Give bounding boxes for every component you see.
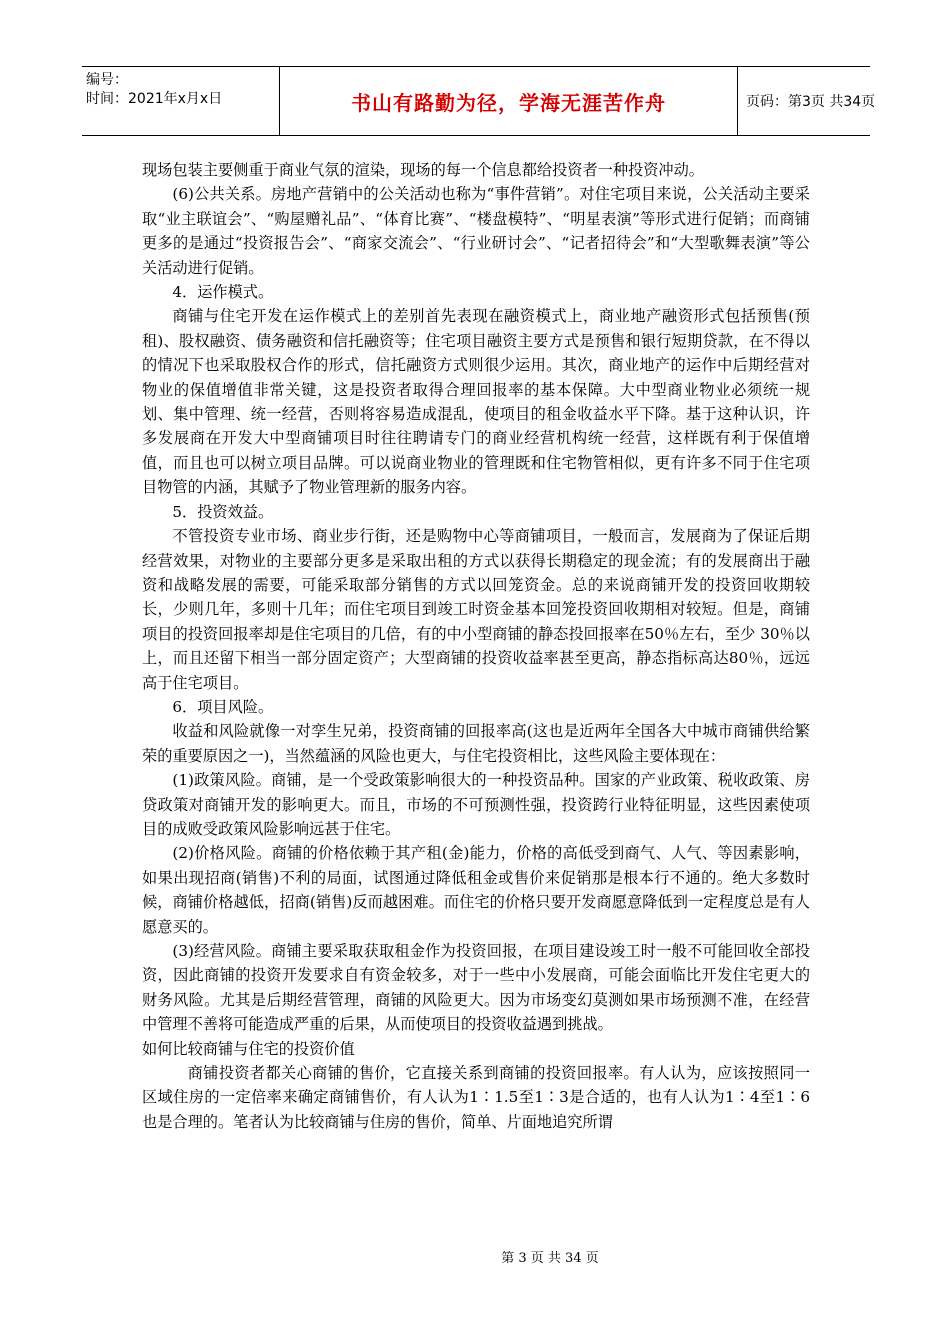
paragraph: 现场包装主要侧重于商业气氛的渲染，现场的每一个信息都给投资者一种投资冲动。 (142, 161, 704, 179)
page-header (82, 66, 876, 136)
section-heading: 5．投资效益。 (172, 502, 274, 521)
paragraph: (1)政策风险。商铺，是一个受政策影响很大的一种投资品种。国家的产业政策、税收政策、房贷政策对商铺开发的影响更大。而且，市场的不可预测性强，投资跨行业特征明显，这些因素使项目的成败受政策风险影响远甚于住宅。 (142, 771, 810, 838)
section-heading: 6．项目风险。 (172, 697, 274, 716)
time-label: 时间：2021年x月x日 (86, 91, 223, 107)
paragraph: 不管投资专业市场、商业步行街，还是购物中心等商铺项目，一般而言，发展商为了保证后期经营效果，对物业的主要部分更多是采取出租的方式以获得长期稳定的现金流；有的发展商出于融资和战略发展的需要，可能采取部分销售的方式以回笼资金。总的来说商铺开发的投资回收期较长，少则几年，多则十几年；而住宅项目到竣工时资金基本回笼投资回收期相对较短。但是，商铺项目的投资回报率却是住宅项目的几倍，有的中小型商铺的静态投回报率在50％左右，至少 30％以上，而且还留下相当一部分固定资产；大型商铺的投资收益率甚至更高，静态指标高达80％，远远高于住宅项目。 (142, 527, 810, 692)
paragraph: 商铺与住宅开发在运作模式上的差别首先表现在融资模式上，商业地产融资形式包括预售(预租)、股权融资、债务融资和信托融资等；住宅项目融资主要方式是预售和银行短期贷款，在不得以的情况下也采取股权合作的形式，信托融资方式则很少运用。其次，商业地产的运作中后期经营对物业的保值增值非常关键，这是投资者取得合理回报率的基本保障。大中型商业物业必须统一规划、集中管理、统一经营，否则将容易造成混乱，使项目的租金收益水平下降。基于这种认识，许多发展商在开发大中型商铺项目时往往聘请专门的商业经营机构统一经营，这样既有利于保值增值，而且也可以树立项目品牌。可以说商业物业的管理既和住宅物管相似，更有许多不同于住宅项目物管的内涵，其赋予了物业管理新的服务内容。 (142, 307, 810, 497)
code-label: 编号： (86, 72, 128, 88)
paragraph: (3)经营风险。商铺主要采取获取租金作为投资回报，在项目建设竣工时一般不可能回收全部投资，因此商铺的投资开发要求自有资金较多，对于一些中小发展商，可能会面临比开发住宅更大的财务风险。尤其是后期经营管理，商铺的风险更大。因为市场变幻莫测如果市场预测不准，在经营中管理不善将可能造成严重的后果，从而使项目的投资收益遇到挑战。 (142, 942, 810, 1034)
header-page-info: 页码：第3页 共34页 (746, 94, 876, 110)
header-motto: 书山有路勤为径，学海无涯苦作舟 (280, 67, 738, 135)
paragraph: 收益和风险就像一对孪生兄弟，投资商铺的回报率高(这也是近两年全国各大中城市商铺供给繁荣的重要原因之一)，当然蕴涵的风险也更大，与住宅投资相比，这些风险主要体现在： (142, 722, 810, 765)
section-heading: 4．运作模式。 (172, 283, 274, 302)
subsection-title: 如何比较商铺与住宅的投资价值 (142, 1039, 355, 1058)
header-meta (82, 67, 280, 135)
paragraph: (2)价格风险。商铺的价格依赖于其产租(金)能力，价格的高低受到商气、人气、等因素影响，如果出现招商(销售)不利的局面，试图通过降低租金或售价来促销那是根本行不通的。绝大多数时候，商铺价格越低，招商(销售)反而越困难。而住宅的价格只要开发商愿意降低到一定程度总是有人愿意买的。 (142, 844, 810, 936)
paragraph: 商铺投资者都关心商铺的售价，它直接关系到商铺的投资回报率。有人认为，应该按照同一区域住房的一定倍率来确定商铺售价，有人认为1∶1.5至1∶3是合适的，也有人认为1∶4至1∶6也是合理的。笔者认为比较商铺与住房的售价，简单、片面地追究所谓 (142, 1064, 810, 1131)
document-body (142, 158, 810, 1134)
page-footer: 第 3 页 共 34 页 (501, 1251, 599, 1266)
paragraph: (6)公共关系。房地产营销中的公关活动也称为“事件营销”。对住宅项目来说，公关活动主要采取“业主联谊会”、“购屋赠礼品”、“体育比赛”、“楼盘模特”、“明星表演”等形式进行促销；而商铺更多的是通过“投资报告会”、“商家交流会”、“行业研讨会”、“记者招待会”和“大型歌舞表演”等公关活动进行促销。 (142, 185, 810, 277)
